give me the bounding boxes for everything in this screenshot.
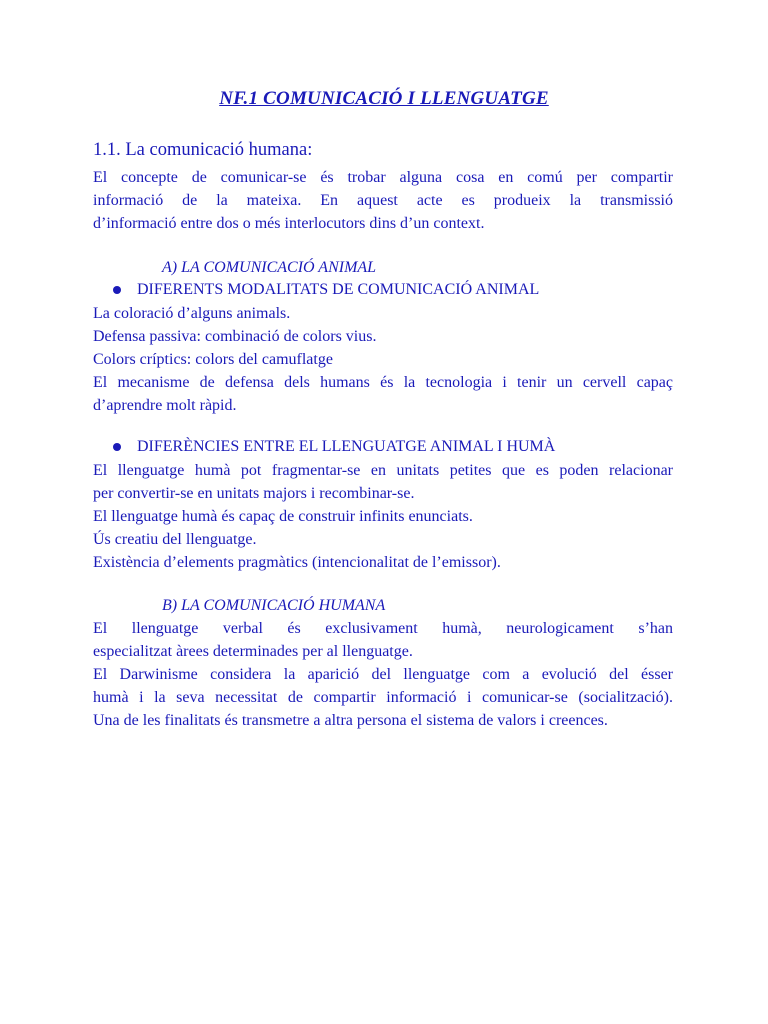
bullet-item — [113, 281, 539, 299]
subsection-b-heading: B) LA COMUNICACIÓ HUMANA — [162, 597, 386, 614]
bullet-2-paragraph — [93, 459, 673, 574]
bullet-label: DIFERÈNCIES ENTRE EL LLENGUATGE ANIMAL I HUMÀ — [137, 438, 556, 455]
text-line: Existència d’elements pragmàtics (intencionalitat de l’emissor). — [93, 554, 501, 571]
text-line: per convertir-se en unitats majors i recombinar-se. — [93, 485, 415, 502]
text-line: d’informació entre dos o més interlocutors dins d’un context. — [93, 215, 485, 232]
text-line: El llenguatge humà és capaç de construir infinits enunciats. — [93, 508, 473, 525]
bullet-label: DIFERENTS MODALITATS DE COMUNICACIÓ ANIMAL — [137, 281, 540, 298]
text-line: La coloració d’alguns animals. — [93, 305, 291, 322]
text-line: Colors críptics: colors del camuflatge — [93, 351, 333, 368]
text-line: Una de les finalitats és transmetre a altra persona el sistema de valors i creences. — [93, 712, 608, 729]
text-line: El llenguatge humà pot fragmentar-se en unitats petites que es poden relacionar — [93, 462, 673, 479]
text-line: El mecanisme de defensa dels humans és la tecnologia i tenir un cervell capaç — [93, 374, 673, 391]
text-line: informació de la mateixa. En aquest acte es produeix la transmissió — [93, 192, 673, 209]
text-line: El Darwinisme considera la aparició del llenguatge com a evolució del ésser — [93, 666, 673, 683]
bullet-1-paragraph — [93, 302, 673, 417]
text-line: humà i la seva necessitat de compartir informació i comunicar-se (socialització). — [93, 689, 673, 706]
document-title: NF.1 COMUNICACIÓ I LLENGUATGE — [219, 88, 549, 109]
bullet-icon — [113, 286, 121, 294]
intro-paragraph — [93, 166, 673, 235]
text-line: Ús creatiu del llenguatge. — [93, 531, 257, 548]
section-b-paragraph — [93, 617, 673, 732]
text-line: Defensa passiva: combinació de colors vius. — [93, 328, 377, 345]
bullet-icon — [113, 443, 121, 451]
text-line: El llenguatge verbal és exclusivament humà, neurologicament s’han — [93, 620, 673, 637]
text-line: d’aprendre molt ràpid. — [93, 397, 237, 414]
bullet-item — [113, 438, 555, 456]
subsection-a-heading: A) LA COMUNICACIÓ ANIMAL — [162, 259, 377, 276]
text-line: El concepte de comunicar-se és trobar alguna cosa en comú per compartir — [93, 169, 673, 186]
section-heading: 1.1. La comunicació humana: — [93, 140, 313, 160]
text-line: especialitzat àrees determinades per al llenguatge. — [93, 643, 413, 660]
